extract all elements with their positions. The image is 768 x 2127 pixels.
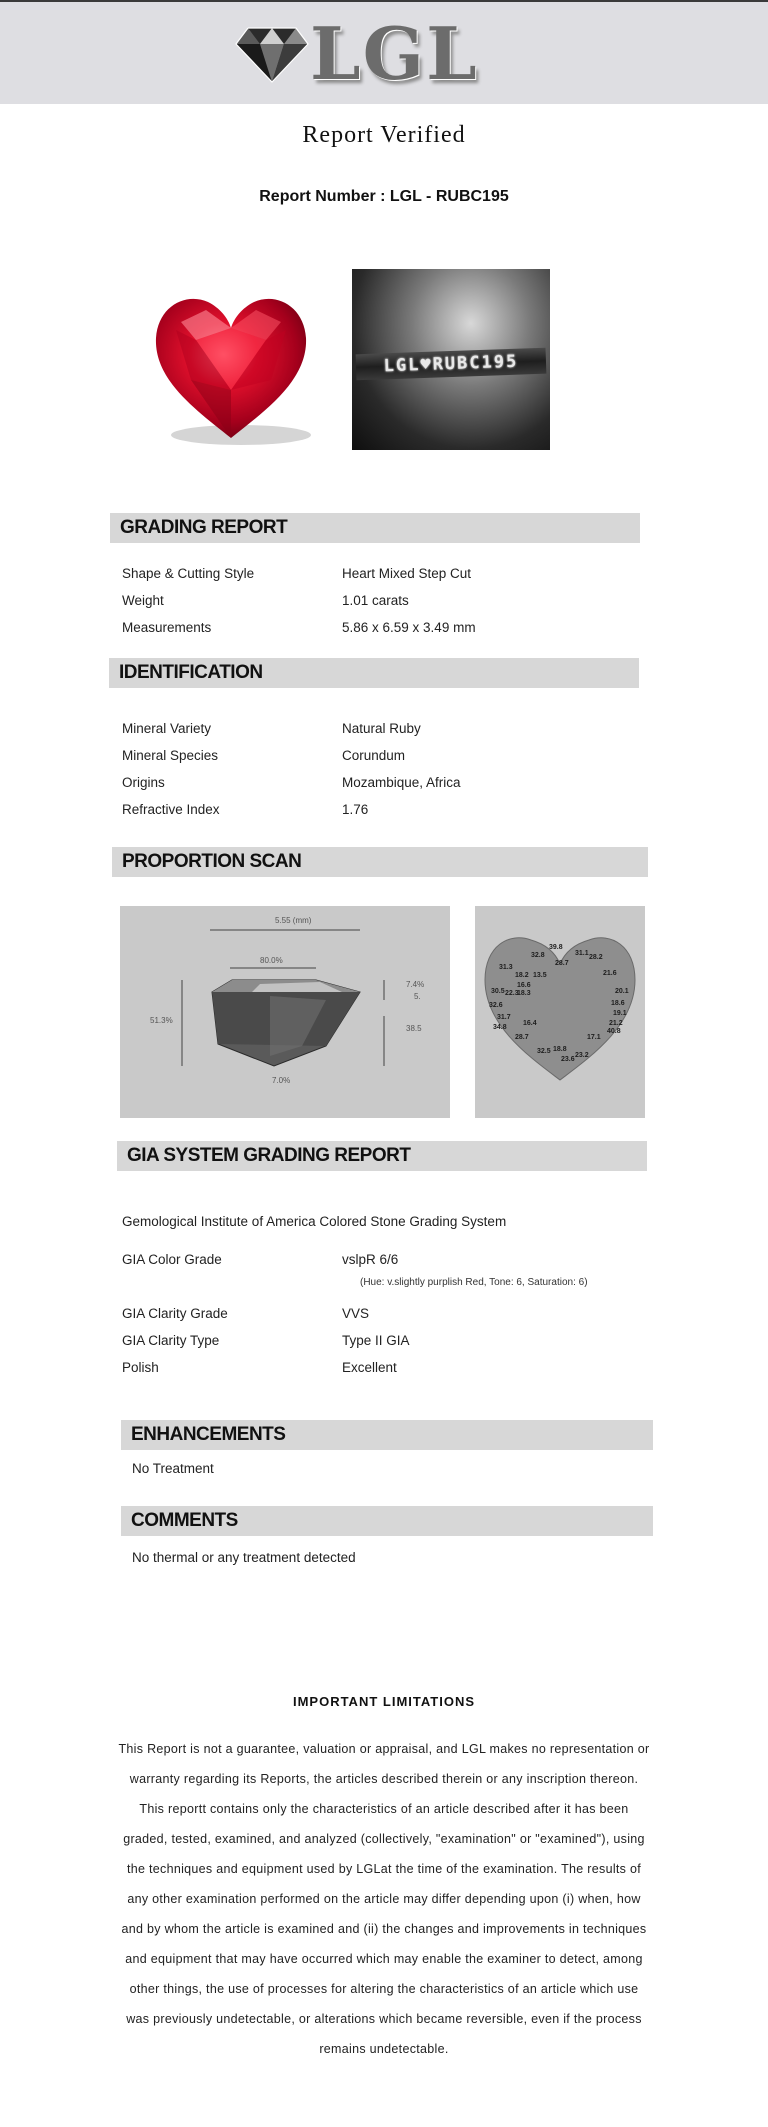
facet-value: 17.1 — [587, 1034, 601, 1041]
facet-value: 22.3 — [505, 990, 519, 997]
facet-value: 16.6 — [517, 982, 531, 989]
origins-value: Mozambique, Africa — [342, 775, 461, 790]
proportion-scan-heading: PROPORTION SCAN — [112, 847, 648, 877]
weight-value: 1.01 carats — [342, 593, 409, 608]
mineral-species-value: Corundum — [342, 748, 406, 763]
facet-value: 16.4 — [523, 1020, 537, 1027]
enhancements-heading: ENHANCEMENTS — [121, 1420, 653, 1450]
report-number: Report Number : LGL - RUBC195 — [259, 188, 509, 205]
profile-depth-label: 51.3% — [150, 1016, 173, 1025]
gia-report-heading: GIA SYSTEM GRADING REPORT — [117, 1141, 647, 1171]
facet-value: 20.1 — [615, 988, 629, 995]
proportion-profile-diagram — [120, 906, 450, 1118]
site-header — [0, 0, 768, 104]
facet-value: 18.6 — [611, 1000, 625, 1007]
mineral-variety-value: Natural Ruby — [342, 721, 421, 736]
facet-value: 18.3 — [517, 990, 531, 997]
lgl-logo[interactable] — [232, 11, 492, 96]
profile-width-label: 5.55 (mm) — [275, 916, 312, 925]
refractive-index-label: Refractive Index — [122, 802, 220, 817]
facet-value: 28.2 — [589, 954, 603, 961]
gia-system-name: Gemological Institute of America Colored Stone Grading System — [122, 1214, 507, 1229]
inscription-text: LGL♥RUBC195 — [356, 348, 547, 381]
facet-value: 40.8 — [607, 1028, 621, 1035]
facet-value: 23.2 — [575, 1052, 589, 1059]
gia-clarity-grade-label: GIA Clarity Grade — [122, 1306, 228, 1321]
facet-value: 21.2 — [609, 1020, 623, 1027]
gia-clarity-grade-value: VVS — [342, 1306, 370, 1321]
facet-value: 13.5 — [533, 972, 547, 979]
origins-label: Origins — [122, 775, 165, 790]
profile-crown-tail-label: 5. — [414, 992, 421, 1001]
facet-value: 19.1 — [613, 1010, 627, 1017]
mineral-variety-label: Mineral Variety — [122, 721, 212, 736]
facet-value: 32.5 — [537, 1048, 551, 1055]
facet-value: 28.7 — [555, 960, 569, 967]
gia-clarity-type-value: Type II GIA — [342, 1333, 410, 1348]
ruby-heart-image — [136, 270, 326, 460]
facet-value: 21.6 — [603, 970, 617, 977]
shape-value: Heart Mixed Step Cut — [342, 566, 472, 581]
profile-svg — [120, 906, 450, 1118]
gia-clarity-type-label: GIA Clarity Type — [122, 1333, 220, 1348]
profile-crown-label: 7.4% — [406, 980, 425, 989]
comments-value: No thermal or any treatment detected — [132, 1550, 356, 1565]
facet-value: 30.5 — [491, 988, 505, 995]
weight-label: Weight — [122, 593, 164, 608]
profile-culet-label: 7.0% — [272, 1076, 291, 1085]
facet-value: 23.6 — [561, 1056, 575, 1063]
facet-value: 28.7 — [515, 1034, 529, 1041]
refractive-index-value: 1.76 — [342, 802, 369, 817]
facet-value: 31.3 — [499, 964, 513, 971]
facet-value: 31.7 — [497, 1014, 511, 1021]
logo-text: LGL — [310, 11, 479, 96]
measurements-label: Measurements — [122, 620, 212, 635]
facet-value: 34.8 — [493, 1024, 507, 1031]
limitations-body: This Report is not a guarantee, valuation or appraisal, and LGL makes no representation or warranty regarding its Reports, the articles described therein or any inscription thereon. This reportt contains only the characteristics of an article described after it has been graded, tested, examined, and analyzed (collectively, "examination" or "examined"), using the techniques and equipment used by LGLat the time of the examination. The results of any other examination performed on the article may differ depending upon (i) when, how and by whom the article is examined and (ii) the changes and improvements in techniques and equipment that may have occurred which may enable the examiner to detect, among other things, the use of processes for altering the characteristics of an article which use was previously undetectable, or alterations which became reversible, even if the process remains undetectable. — [118, 1742, 650, 2056]
limitations-heading: IMPORTANT LIMITATIONS — [292, 1694, 476, 1709]
page-title: Report Verified — [302, 122, 466, 148]
grading-report-heading: GRADING REPORT — [110, 513, 640, 543]
profile-pavilion-label: 38.5 — [406, 1024, 422, 1033]
measurements-value: 5.86 x 6.59 x 3.49 mm — [342, 620, 476, 635]
gia-color-grade-label: GIA Color Grade — [122, 1252, 222, 1267]
enhancements-value: No Treatment — [132, 1461, 214, 1476]
polish-label: Polish — [122, 1360, 159, 1375]
facet-value: 18.2 — [515, 972, 529, 979]
shape-label: Shape & Cutting Style — [122, 566, 255, 581]
facet-value: 39.8 — [549, 944, 563, 951]
polish-value: Excellent — [342, 1360, 397, 1375]
facet-value: 32.8 — [531, 952, 545, 959]
profile-table-label: 80.0% — [260, 956, 283, 965]
facet-value: 18.8 — [553, 1046, 567, 1053]
inscription-image — [352, 269, 550, 450]
facet-value: 32.6 — [489, 1002, 503, 1009]
gia-color-note: (Hue: v.slightly purplish Red, Tone: 6, Saturation: 6) — [360, 1277, 588, 1288]
gia-color-grade-value: vslpR 6/6 — [342, 1252, 399, 1267]
comments-heading: COMMENTS — [121, 1506, 653, 1536]
mineral-species-label: Mineral Species — [122, 748, 219, 763]
identification-heading: IDENTIFICATION — [109, 658, 639, 688]
facet-value: 31.1 — [575, 950, 589, 957]
facet-map-diagram — [475, 906, 645, 1118]
diamond-icon — [234, 24, 310, 84]
